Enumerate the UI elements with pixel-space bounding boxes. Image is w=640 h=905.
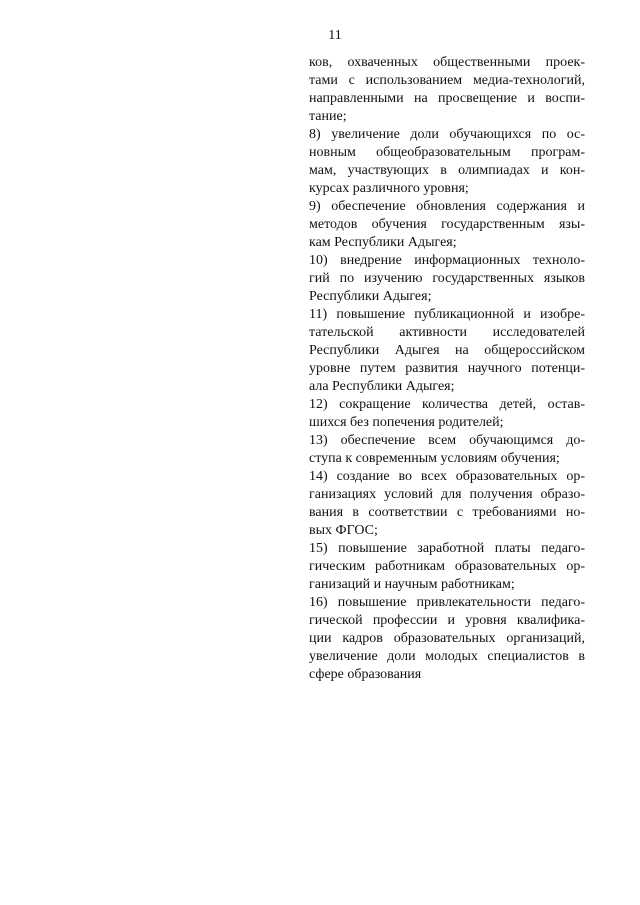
text-line: тами с использованием медиа-технологий,: [309, 73, 585, 88]
text-line: 9) обеспечение обновления содержания и: [309, 199, 585, 214]
list-item: [309, 540, 585, 594]
list-item: [309, 594, 585, 684]
text-line: Республики Адыгея на общероссийском: [309, 343, 585, 358]
text-line: ала Республики Адыгея;: [309, 379, 455, 394]
text-line: 13) обеспечение всем обучающимся до-: [309, 433, 585, 448]
list-item: [309, 306, 585, 396]
text-line: ганизаций и научным работникам;: [309, 577, 515, 592]
text-line: ганизациях условий для получения образо-: [309, 487, 585, 502]
list-item: [309, 54, 585, 126]
text-line: тательской активности исследователей: [309, 325, 585, 340]
text-line: уровне путем развития научного потенци-: [309, 361, 585, 376]
text-line: Республики Адыгея;: [309, 289, 432, 304]
text-line: вых ФГОС;: [309, 523, 378, 538]
text-line: кам Республики Адыгея;: [309, 235, 457, 250]
list-item: [309, 198, 585, 252]
text-line: 10) внедрение информационных техноло-: [309, 253, 585, 268]
text-line: ции кадров образовательных организаций,: [309, 631, 585, 646]
list-item: [309, 252, 585, 306]
list-item: [309, 396, 585, 432]
text-line: ступа к современным условиям обучения;: [309, 451, 560, 466]
list-item: [309, 126, 585, 198]
text-line: методов обучения государственным язы-: [309, 217, 585, 232]
text-line: тание;: [309, 109, 347, 124]
text-line: гическим работникам образовательных ор-: [309, 559, 585, 574]
text-line: сфере образования: [309, 667, 422, 682]
text-line: гической профессии и уровня квалифика-: [309, 613, 585, 628]
page-number: 11: [328, 28, 342, 43]
text-line: новным общеобразовательным програм-: [309, 145, 585, 160]
text-line: 14) создание во всех образовательных ор-: [309, 469, 585, 484]
text-line: 15) повышение заработной платы педаго-: [309, 541, 585, 556]
text-line: 8) увеличение доли обучающихся по ос-: [309, 127, 585, 142]
text-line: увеличение доли молодых специалистов в: [309, 649, 585, 664]
text-line: 12) сокращение количества детей, остав-: [309, 397, 585, 412]
text-line: мам, участвующих в олимпиадах и кон-: [309, 163, 585, 178]
text-line: ков, охваченных общественными проек-: [309, 55, 585, 70]
text-line: шихся без попечения родителей;: [309, 415, 504, 430]
text-line: направленными на просвещение и воспи-: [309, 91, 585, 106]
text-line: вания в соответствии с требованиями но-: [309, 505, 585, 520]
list-item: [309, 432, 585, 468]
text-line: 16) повышение привлекательности педаго-: [309, 595, 585, 610]
list-item: [309, 468, 585, 540]
text-line: гий по изучению государственных языков: [309, 271, 585, 286]
text-line: курсах различного уровня;: [309, 181, 469, 196]
document-body: [309, 54, 585, 684]
text-line: 11) повышение публикационной и изобре-: [309, 307, 585, 322]
